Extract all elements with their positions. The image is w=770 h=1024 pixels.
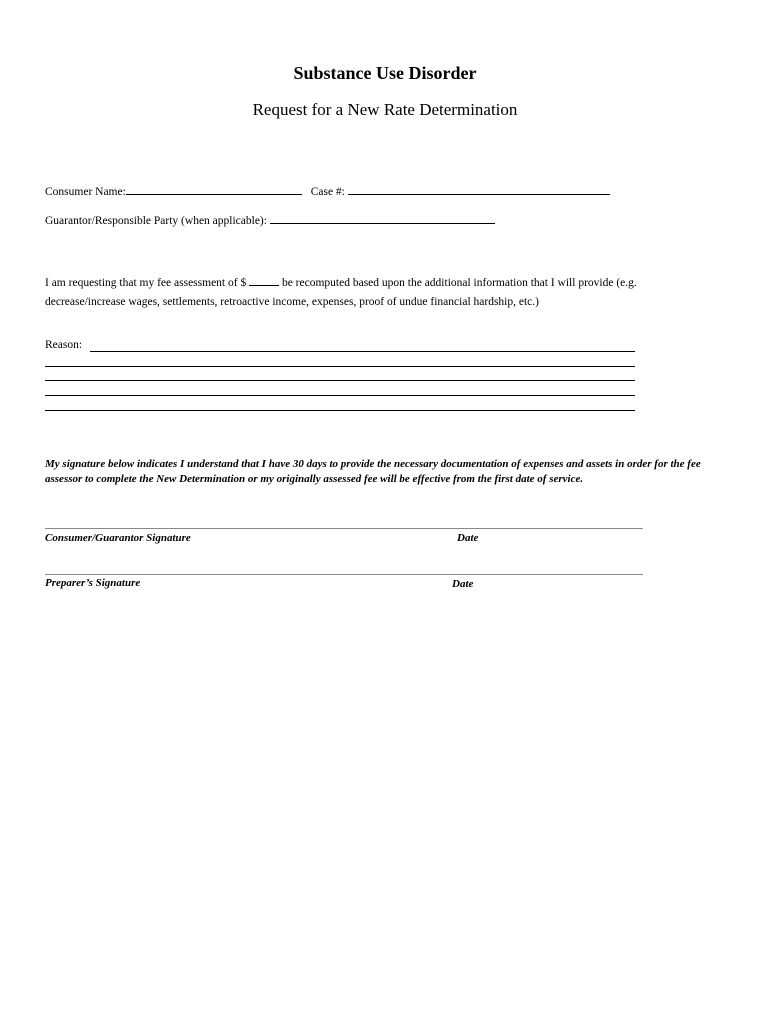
preparer-date-label: Date [452,578,474,590]
form-title: Substance Use Disorder [293,63,477,83]
consumer-signature-label: Consumer/Guarantor Signature [45,532,191,544]
case-number-field[interactable] [348,183,610,195]
fee-amount-field[interactable] [249,274,279,286]
reason-line-2[interactable] [45,366,635,367]
consumer-signature-line[interactable] [45,528,643,529]
request-text-end: be recomputed based upon the additional information that I will provide (e.g. [281,277,637,289]
reason-line-3[interactable] [45,380,635,381]
reason-label: Reason: [45,339,83,351]
consumer-date-label: Date [457,532,479,544]
preparer-signature-line[interactable] [45,574,643,575]
consumer-name-field[interactable] [126,183,302,195]
form-subtitle: Request for a New Rate Determination [252,100,518,119]
signature-notice: My signature below indicates I understand that I have 30 days to provide the necessary documentation of expenses and assets in order for the fee assessor to complete the New Determination or my originally assessed fee will be effective from the first date of service. [45,458,701,485]
case-number-label: Case #: [310,186,345,198]
guarantor-label: Guarantor/Responsible Party (when applicable): [45,215,267,227]
request-text-start: I am requesting that my fee assessment of $ [45,277,247,289]
reason-line-1[interactable] [90,351,635,352]
request-text-line2: decrease/increase wages, settlements, retroactive income, expenses, proof of undue financial hardship, etc.) [45,296,539,308]
guarantor-row [45,212,495,227]
preparer-signature-label: Preparer’s Signature [45,577,141,589]
consumer-case-row [45,183,610,198]
request-paragraph [45,274,725,312]
reason-line-5[interactable] [45,410,635,411]
reason-line-4[interactable] [45,395,635,396]
guarantor-field[interactable] [270,212,495,224]
consumer-name-label: Consumer Name: [45,186,126,198]
